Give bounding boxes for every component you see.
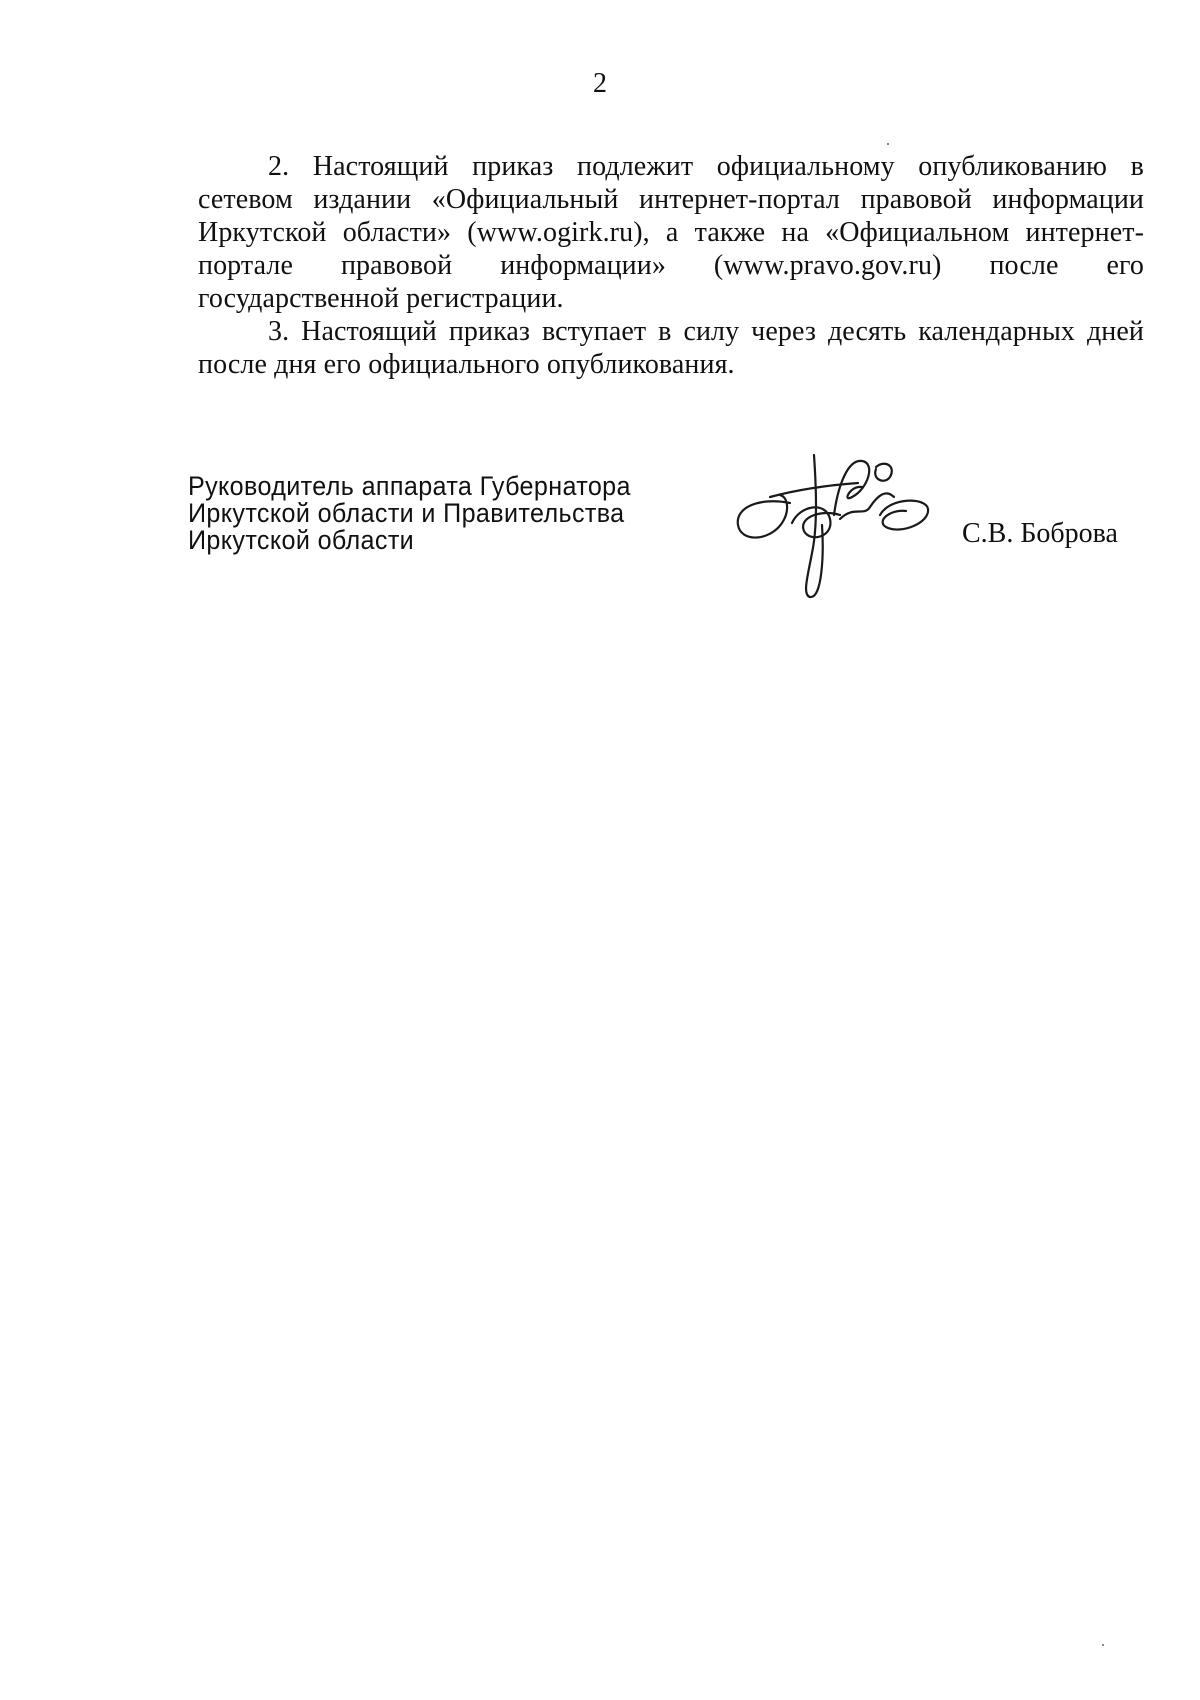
signatory-position-line: Руководитель аппарата Губернатора	[188, 471, 631, 501]
signatory-position-line: Иркутской области и Правительства	[188, 498, 625, 528]
scan-speck	[1102, 1644, 1104, 1646]
document-body	[198, 150, 1144, 381]
page-number: 2	[593, 68, 607, 99]
signatory-name: С.В. Боброва	[962, 518, 1118, 549]
paragraph-entry-into-force: 3. Настоящий приказ вступает в силу через десять календарных дней после дня его официального опубликования.	[198, 316, 1144, 380]
signatory-position-line: Иркутской области	[188, 525, 415, 555]
paragraph-publication: 2. Настоящий приказ подлежит официальному опубликованию в сетевом издании «Официальный интернет-портал правовой информации Иркутской области» (www.ogirk.ru), а также на «Официальном интернет-портале правовой информации» (www.pravo.gov.ru) после его государственной регистрации.	[198, 151, 1144, 314]
signatory-position	[188, 473, 631, 554]
scan-speck	[887, 143, 889, 145]
handwritten-signature	[730, 445, 940, 605]
